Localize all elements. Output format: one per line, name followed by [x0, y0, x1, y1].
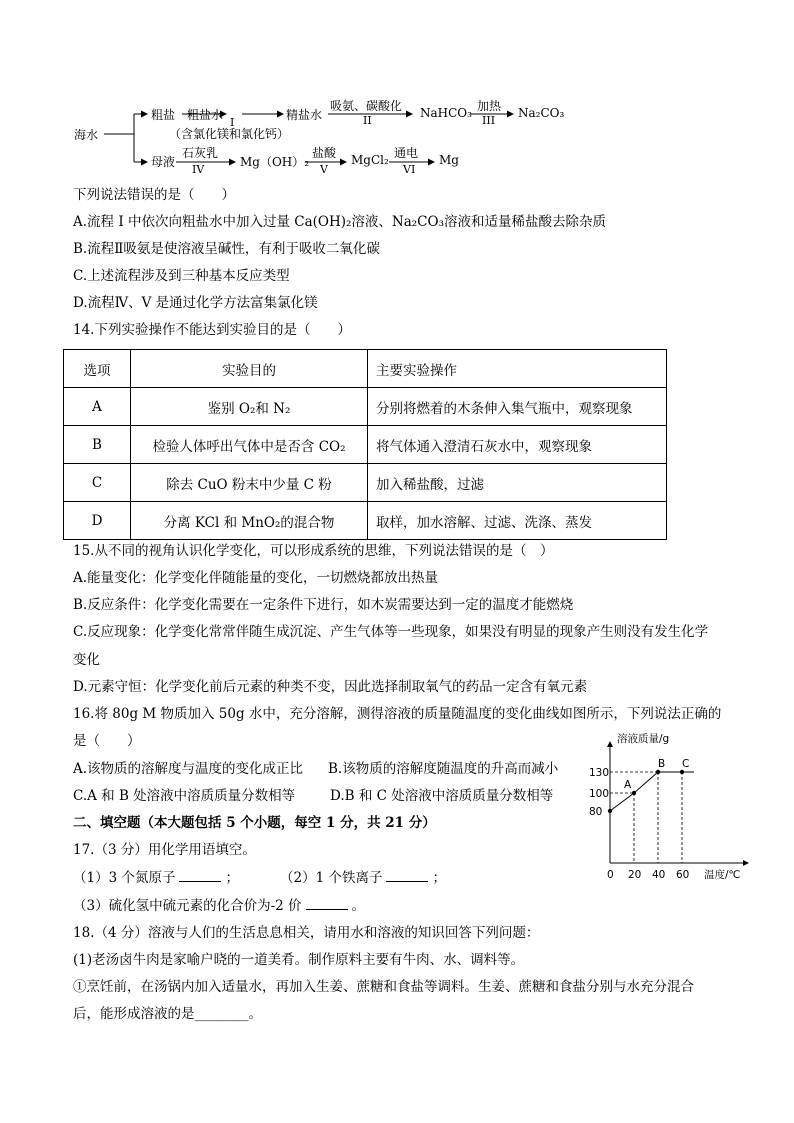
flow-step6-label: 通电: [394, 146, 419, 160]
q15-stem: 15.从不同的视角认识化学变化，可以形成系统的思维，下列说法错误的是（ ）: [73, 543, 554, 559]
q17-part2-end: ；: [432, 870, 446, 886]
q17-part3-label: （3）硫化氢中硫元素的化合价为-2 价: [73, 898, 302, 914]
flow-step5-label: 盐酸: [312, 146, 337, 160]
y-tick-label: 80: [589, 806, 603, 818]
table-cell: 除去 CuO 粉末中少量 C 粉: [131, 464, 368, 502]
q16-option-a: A.该物质的溶解度与温度的变化成正比: [73, 761, 304, 777]
table-cell: 将气体通入澄清石灰水中，观察现象: [368, 426, 667, 464]
q17-part2: [280, 868, 446, 888]
q17-part3: [73, 896, 365, 916]
table-row: [64, 426, 667, 464]
data-point: [680, 770, 684, 774]
table-cell: 加入稀盐酸，过滤: [368, 464, 667, 502]
data-point: [608, 809, 612, 813]
q13-option-c: C.上述流程涉及到三种基本反应类型: [73, 268, 290, 284]
q17-part1-end: ；: [225, 870, 239, 886]
q17-part2-label: （2）1 个铁离子: [280, 870, 383, 886]
table-cell: 取样，加水溶解、过滤、洗涤、蒸发: [368, 502, 667, 540]
q17-part1-label: （1）3 个氮原子: [73, 870, 176, 886]
flow-diagram-lines: [0, 0, 794, 190]
q15-option-a: A.能量变化：化学变化伴随能量的变化，一切燃烧都放出热量: [73, 570, 439, 586]
x-tick-label: 40: [652, 869, 666, 881]
table-header: 主要实验操作: [368, 350, 667, 388]
flow-crude-salt: 粗盐: [151, 108, 176, 122]
q15-option-c-line2: 变化: [73, 652, 100, 668]
point-label-b: B: [658, 758, 666, 770]
x-axis-label: 温度/℃: [704, 869, 741, 881]
q14-table: [63, 349, 667, 540]
q17-part3-end: 。: [351, 898, 366, 914]
flow-step3-label: 加热: [477, 99, 502, 113]
q16-stem-line1: 16.将 80g M 物质加入 50g 水中，充分溶解，测得溶液的质量随温度的变化曲线如图所示，下列说法正确的: [73, 706, 722, 722]
flow-seawater: 海水: [74, 128, 99, 142]
table-row: [64, 388, 667, 426]
table-cell: A: [64, 388, 131, 426]
q15-option-c-line1: C.反应现象：化学变化常常伴随生成沉淀、产生气体等一些现象，如果没有明显的现象产生则没有发生化学: [73, 624, 709, 640]
flow-step5: V: [320, 163, 328, 176]
answer-blank[interactable]: [386, 869, 428, 882]
data-point: [632, 791, 636, 795]
flow-step4: IV: [192, 163, 205, 176]
table-header: 实验目的: [131, 350, 368, 388]
flow-step4-label: 石灰乳: [182, 146, 219, 160]
table-cell: B: [64, 426, 131, 464]
q18-line3: 后，能形成溶液的是________。: [73, 1006, 262, 1022]
table-header: 选项: [64, 350, 131, 388]
q13-option-b: B.流程Ⅱ吸氨是使溶液呈碱性，有利于吸收二氧化碳: [73, 241, 380, 257]
table-row: [64, 502, 667, 540]
table-cell: 分别将燃着的木条伸入集气瓶中，观察现象: [368, 388, 667, 426]
table-cell: 分离 KCl 和 MnO₂的混合物: [131, 502, 368, 540]
y-tick-label: 100: [589, 788, 610, 800]
q15-option-d: D.元素守恒：化学变化前后元素的种类不变，因此选择制取氧气的药品一定含有氧元素: [73, 679, 588, 695]
flow-mgoh2: Mg（OH）₂: [240, 155, 310, 169]
flow-step3: III: [482, 114, 496, 127]
data-line: [610, 772, 694, 811]
flow-refined-brine: 精盐水: [286, 108, 323, 122]
point-label-a: A: [624, 779, 632, 791]
point-label-c: C: [682, 758, 690, 770]
q15-option-b: B.反应条件：化学变化需要在一定条件下进行，如木炭需要达到一定的温度才能燃烧: [73, 597, 574, 613]
flow-na2co3: Na₂CO₃: [518, 106, 565, 120]
q13-option-d: D.流程Ⅳ、V 是通过化学方法富集氯化镁: [73, 295, 318, 311]
q16-option-c: C.A 和 B 处溶液中溶质质量分数相等: [73, 788, 296, 804]
table-row: [64, 464, 667, 502]
solution-mass-graph: [586, 728, 756, 888]
q18-stem: 18.（4 分）溶液与人们的生活息息相关，请用水和溶液的知识回答下列问题：: [73, 925, 540, 941]
flow-step2: II: [363, 114, 372, 127]
flow-crude-brine: 粗盐水: [187, 108, 224, 122]
flow-step2-label: 吸氨、碳酸化: [330, 99, 403, 113]
flow-nahco3: NaHCO₃: [420, 106, 472, 120]
table-cell: D: [64, 502, 131, 540]
data-point: [656, 770, 660, 774]
q18-line2: ①烹饪前，在汤锅内加入适量水，再加入生姜、蔗糖和食盐等调料。生姜、蔗糖和食盐分别与水充分混合: [73, 979, 694, 995]
q16-stem-line2: 是（ ）: [73, 733, 141, 749]
answer-blank[interactable]: [306, 897, 348, 910]
x-tick-label: 0: [607, 869, 614, 881]
flow-step1: I: [230, 116, 235, 129]
q18-line1: (1)老汤卤牛肉是家喻户晓的一道美肴。制作原料主要有牛肉、水、调料等。: [73, 952, 525, 968]
flow-mg: Mg: [439, 153, 459, 167]
table-cell: 检验人体呼出气体中是否含 CO₂: [131, 426, 368, 464]
flow-mgcl2: MgCl₂: [351, 153, 389, 167]
answer-blank[interactable]: [179, 869, 221, 882]
table-cell: C: [64, 464, 131, 502]
x-tick-label: 60: [676, 869, 690, 881]
flow-step6: VI: [403, 163, 416, 176]
q17-stem: 17.（3 分）用化学用语填空。: [73, 842, 256, 858]
table-header-row: [64, 350, 667, 388]
q17-part1: [73, 868, 239, 888]
q14-stem: 14.下列实验操作不能达到实验目的是（ ）: [73, 322, 351, 338]
flow-mother-liquor: 母液: [151, 155, 176, 169]
section-2-heading: 二、填空题（本大题包括 5 个小题，每空 1 分，共 21 分）: [73, 815, 436, 831]
q13-option-a: A.流程 I 中依次向粗盐水中加入过量 Ca(OH)₂溶液、Na₂CO₃溶液和适量稀盐酸去除杂质: [73, 214, 606, 230]
x-tick-label: 20: [628, 869, 642, 881]
y-axis-label: 溶液质量/g: [617, 733, 670, 745]
q16-option-d: D.B 和 C 处溶液中溶质质量分数相等: [330, 788, 554, 804]
flow-crude-brine-note: （含氯化镁和氯化钙）: [169, 127, 290, 141]
q13-prompt: 下列说法错误的是（ ）: [73, 187, 235, 203]
q16-option-b: B.该物质的溶解度随温度的升高而减小: [328, 761, 559, 777]
y-tick-label: 130: [589, 767, 610, 779]
table-cell: 鉴别 O₂和 N₂: [131, 388, 368, 426]
